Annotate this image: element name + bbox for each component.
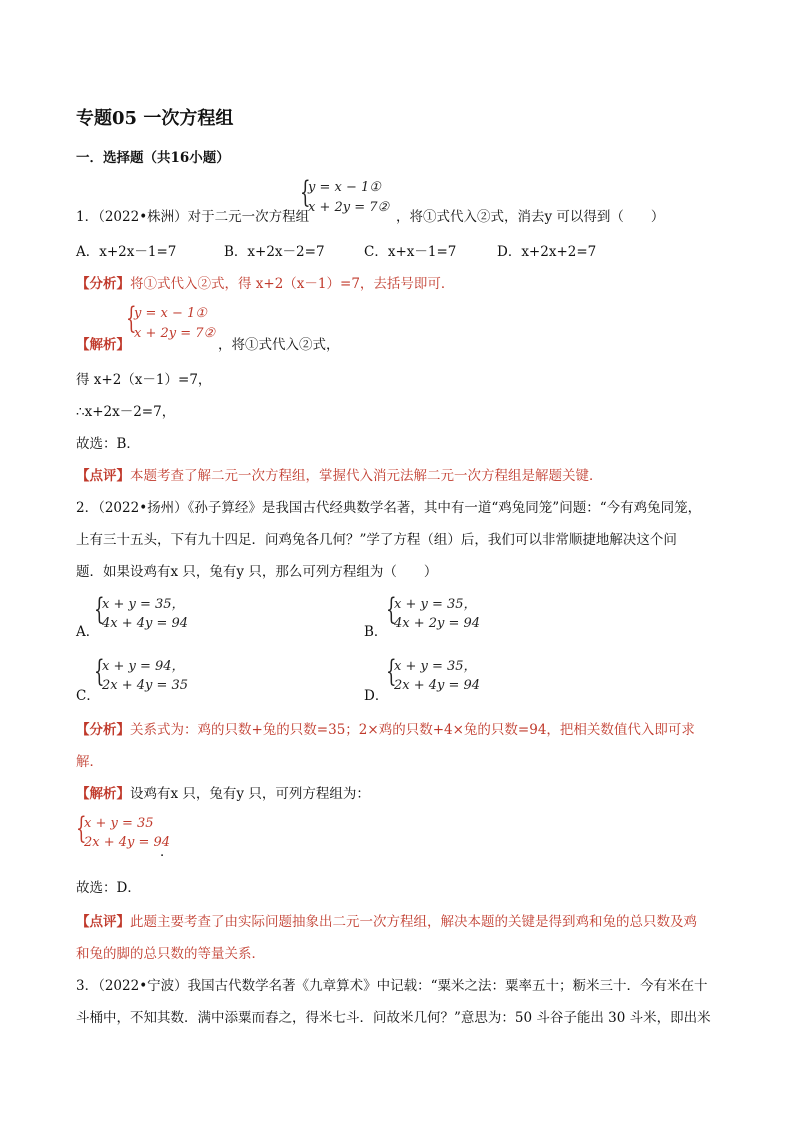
comment-text-line1: 此题主要考查了由实际问题抽象出二元一次方程组，解决本题的关键是得到鸡和兔的总只数及鸡 xyxy=(130,914,697,930)
q2-option-d-system xyxy=(386,654,496,695)
q2-option-a-system xyxy=(94,592,204,633)
q1-solution-tag xyxy=(76,333,130,353)
brace-symbol: { xyxy=(94,654,105,689)
comment-tag: 【点评】 xyxy=(76,468,130,484)
q2-option-c-system xyxy=(94,654,204,695)
q1-sol-eq2: x + 2y = 7② xyxy=(134,326,216,341)
q1-comment xyxy=(76,464,603,484)
q2-option-a-label: A． xyxy=(76,624,100,640)
q1-solution-system xyxy=(126,301,226,342)
q1-answer: 故选：B． xyxy=(76,436,140,452)
comment-text-line2: 和兔的脚的总只数的等量关系． xyxy=(76,946,265,962)
q2-d-eq1: x + y = 35， xyxy=(394,659,477,674)
q1-option-a: A．x+2x－1=7 xyxy=(76,244,177,260)
comment-text: 本题考查了解二元一次方程组，掌握代入消元法解二元一次方程组是解题关键． xyxy=(130,468,603,484)
analysis-tag: 【分析】 xyxy=(76,722,130,738)
q2-option-c-label: C． xyxy=(76,688,100,704)
comment-tag: 【点评】 xyxy=(76,914,130,930)
q2-stem-line1: 2．（2022•扬州）《孙子算经》是我国古代经典数学名著，其中有一道“鸡兔同笼”问题：“今有鸡兔同笼， xyxy=(76,500,702,516)
q1-analysis xyxy=(76,272,454,292)
q3-stem-line1: 3．（2022•宁波）我国古代数学名著《九章算术》中记载：“粟米之法：粟率五十；粝米三十．今有米在十 xyxy=(76,978,708,994)
analysis-text-line1: 关系式为：鸡的只数+兔的只数=35；2×鸡的只数+4×兔的只数=94，把相关数值代入即可求 xyxy=(130,722,695,738)
q2-c-eq2: 2x + 4y = 35 xyxy=(102,678,189,693)
q1-stem-end: ，将①式代入②式，消去y 可以得到（ ） xyxy=(396,209,665,225)
q2-sol-eq2: 2x + 4y = 94 xyxy=(84,835,171,850)
q2-b-eq1: x + y = 35， xyxy=(394,597,477,612)
brace-symbol: { xyxy=(386,654,397,689)
q1-option-c: C．x+x－1=7 xyxy=(364,244,457,260)
q2-solution-period: ． xyxy=(160,844,174,860)
q1-stem-start: 1．（2022•株洲）对于二元一次方程组 xyxy=(76,209,310,225)
q2-sol-eq1: x + y = 35 xyxy=(84,816,154,831)
q1-step-1: 得 x+2（x－1）=7， xyxy=(76,372,212,388)
q2-c-eq1: x + y = 94， xyxy=(102,659,185,674)
brace-symbol: { xyxy=(126,301,137,336)
brace-symbol: { xyxy=(76,811,87,846)
q1-equation-system xyxy=(300,175,400,216)
q1-sol-eq1: y = x − 1① xyxy=(134,306,207,321)
q2-comment xyxy=(76,910,697,930)
solution-tag: 【解析】 xyxy=(76,786,130,802)
section-heading: 一．选择题（共16小题） xyxy=(76,150,230,166)
q1-solution-text: ，将①式代入②式， xyxy=(218,337,340,353)
solution-tag: 【解析】 xyxy=(76,337,130,353)
q2-option-b-system xyxy=(386,592,496,633)
q1-eq1: y = x − 1① xyxy=(308,180,381,195)
q1-option-d: D．x+2x+2=7 xyxy=(497,244,597,260)
q1-eq2: x + 2y = 7② xyxy=(308,200,390,215)
q1-option-b: B．x+2x－2=7 xyxy=(224,244,325,260)
analysis-text: 将①式代入②式，得 x+2（x－1）=7，去括号即可． xyxy=(130,276,455,292)
q2-a-eq2: 4x + 4y = 94 xyxy=(102,616,189,631)
q2-stem-line2: 上有三十五头，下有九十四足．问鸡兔各几何？”学了方程（组）后，我们可以非常顺捷地解决这个问 xyxy=(76,532,677,548)
brace-symbol: { xyxy=(300,175,311,210)
q2-option-b-label: B． xyxy=(364,624,388,640)
q3-stem-line2: 斗桶中，不知其数．满中添粟而舂之，得米七斗．问故米几何？”意思为：50 斗谷子能出 30 斗米，即出米 xyxy=(76,1010,711,1026)
q2-a-eq1: x + y = 35， xyxy=(102,597,185,612)
analysis-text-line2: 解． xyxy=(76,754,103,770)
brace-symbol: { xyxy=(386,592,397,627)
q2-b-eq2: 4x + 2y = 94 xyxy=(394,616,481,631)
q2-stem-line3: 题．如果设鸡有x 只，兔有y 只，那么可列方程组为（ ） xyxy=(76,564,438,580)
q2-option-d-label: D． xyxy=(364,688,389,704)
q2-d-eq2: 2x + 4y = 94 xyxy=(394,678,481,693)
q2-answer: 故选：D． xyxy=(76,880,141,896)
analysis-tag: 【分析】 xyxy=(76,276,130,292)
q2-solution xyxy=(76,782,370,802)
page-title: 专题05 一次方程组 xyxy=(76,108,234,129)
q1-step-2: ∴x+2x－2=7， xyxy=(76,404,176,420)
brace-symbol: { xyxy=(94,592,105,627)
q2-analysis xyxy=(76,718,695,738)
solution-text: 设鸡有x 只，兔有y 只，可列方程组为： xyxy=(130,786,370,802)
